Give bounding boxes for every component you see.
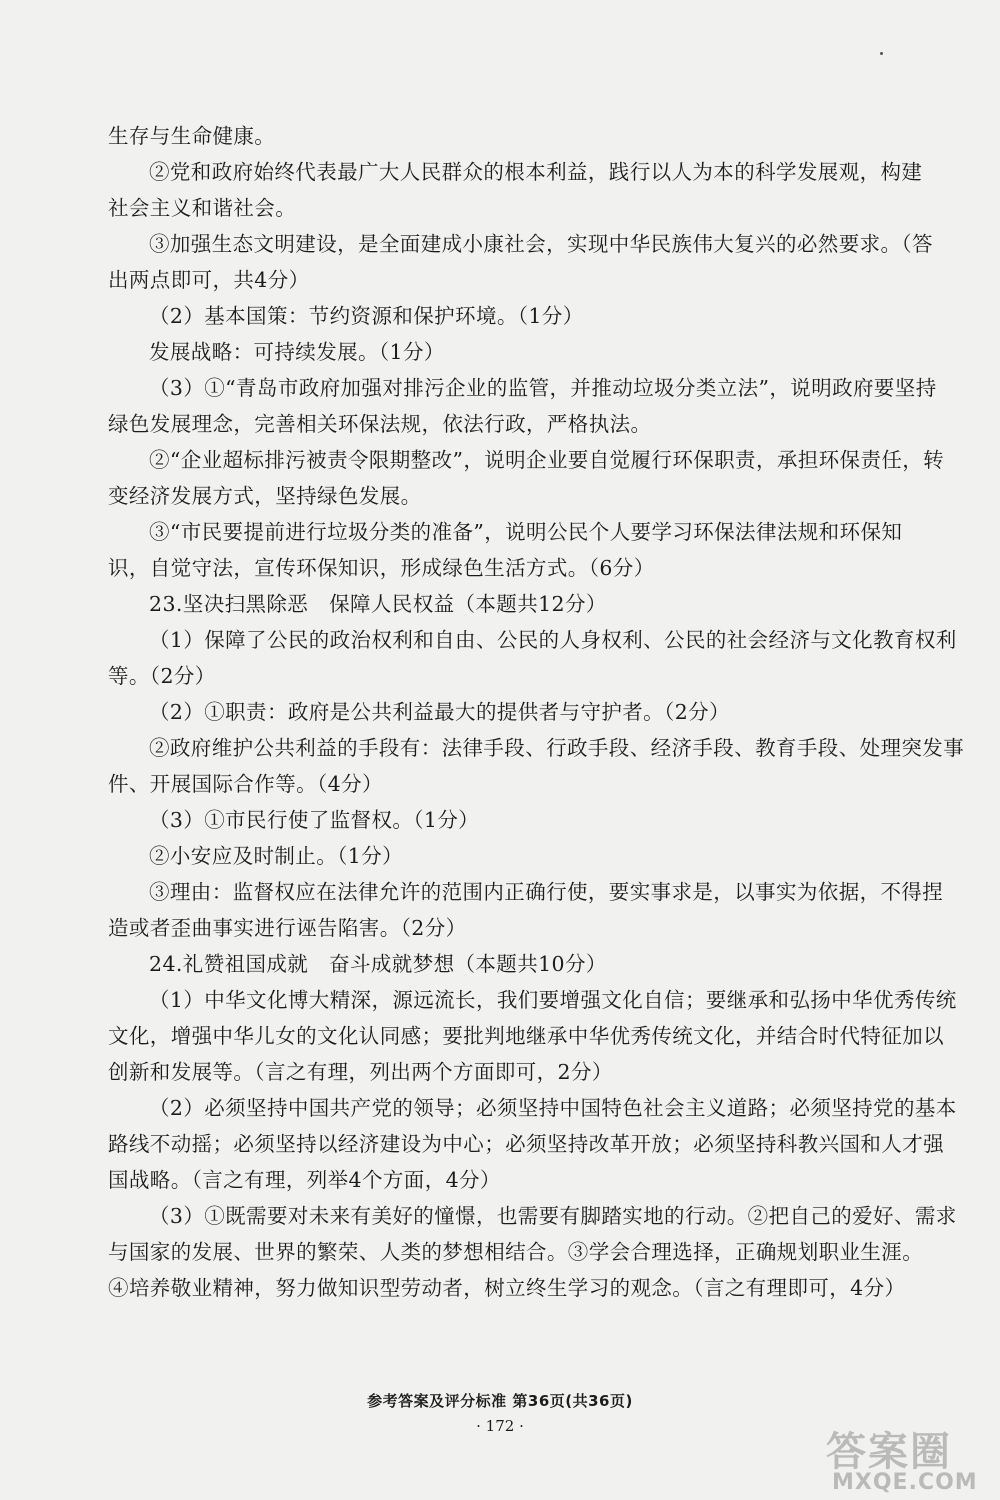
text-line: （1）保障了公民的政治权利和自由、公民的人身权利、公民的社会经济与文化教育权利 [149,628,957,652]
text-line: ③加强生态文明建设，是全面建成小康社会，实现中华民族伟大复兴的必然要求。（答 [149,232,933,256]
text-line: 创新和发展等。（言之有理，列出两个方面即可，2分） [108,1060,613,1084]
text-line: （3）①市民行使了监督权。（1分） [149,808,480,832]
text-line: （2）①职责：政府是公共利益最大的提供者与守护者。（2分） [149,700,730,724]
text-line: 变经济发展方式，坚持绿色发展。 [108,484,422,508]
watermark-text: 答案圈 [826,1429,952,1475]
text-line: 与国家的发展、世界的繁荣、人类的梦想相结合。③学会合理选择，正确规划职业生涯。 [108,1240,924,1264]
text-line: 发展战略：可持续发展。（1分） [149,340,445,364]
text-line: 绿色发展理念，完善相关环保法规，依法行政，严格执法。 [108,412,652,436]
text-line: ②政府维护公共利益的手段有：法律手段、行政手段、经济手段、教育手段、处理突发事 [149,736,965,760]
scan-speck [880,52,883,55]
text-line: ②“企业超标排污被责令限期整改”，说明企业要自觉履行环保职责，承担环保责任，转 [149,448,945,472]
text-line: ③理由：监督权应在法律允许的范围内正确行使，要实事求是，以事实为依据，不得捏 [149,880,944,904]
text-line: 识，自觉守法，宣传环保知识，形成绿色生活方式。（6分） [108,556,655,580]
watermark-url: MXQE.COM [832,1470,978,1495]
text-line: 生存与生命健康。 [108,124,276,148]
text-line: 文化，增强中华儿女的文化认同感；要批判地继承中华优秀传统文化，并结合时代特征加以 [108,1024,944,1048]
text-line: 等。（2分） [108,664,216,688]
text-line: ②小安应及时制止。（1分） [149,844,403,868]
page-number: · 172 · [476,1417,524,1435]
answer-text-body [108,118,968,1306]
text-line: 路线不动摇；必须坚持以经济建设为中心；必须坚持改革开放；必须坚持科教兴国和人才强 [108,1132,944,1156]
text-line: ②党和政府始终代表最广大人民群众的根本利益，践行以人为本的科学发展观，构建 [149,160,923,184]
text-line: 件、开展国际合作等。（4分） [108,772,383,796]
footer-title: 参考答案及评分标准 第36页(共36页) [367,1392,633,1410]
text-line: 24.礼赞祖国成就 奋斗成就梦想（本题共10分） [149,952,607,976]
text-line: ④培养敬业精神，努力做知识型劳动者，树立终生学习的观念。（言之有理即可，4分） [108,1276,906,1300]
text-line: （2）必须坚持中国共产党的领导；必须坚持中国特色社会主义道路；必须坚持党的基本 [149,1096,957,1120]
text-line: 国战略。（言之有理，列举4个方面，4分） [108,1168,501,1192]
text-line: ③“市民要提前进行垃圾分类的准备”，说明公民个人要学习环保法律法规和环保知 [149,520,903,544]
watermark-logo [826,1420,996,1496]
text-line: 社会主义和谐社会。 [108,196,297,220]
text-line: （3）①“青岛市政府加强对排污企业的监管，并推动垃圾分类立法”，说明政府要坚持 [149,376,937,400]
text-line: （3）①既需要对未来有美好的憧憬，也需要有脚踏实地的行动。②把自己的爱好、需求 [149,1204,957,1228]
text-line: （1）中华文化博大精深，源远流长，我们要增强文化自信；要继承和弘扬中华优秀传统 [149,988,957,1012]
text-line: （2）基本国策：节约资源和保护环境。（1分） [149,304,584,328]
text-line: 造或者歪曲事实进行诬告陷害。（2分） [108,916,467,940]
text-line: 23.坚决扫黑除恶 保障人民权益（本题共12分） [149,592,607,616]
text-line: 出两点即可，共4分） [108,268,310,292]
